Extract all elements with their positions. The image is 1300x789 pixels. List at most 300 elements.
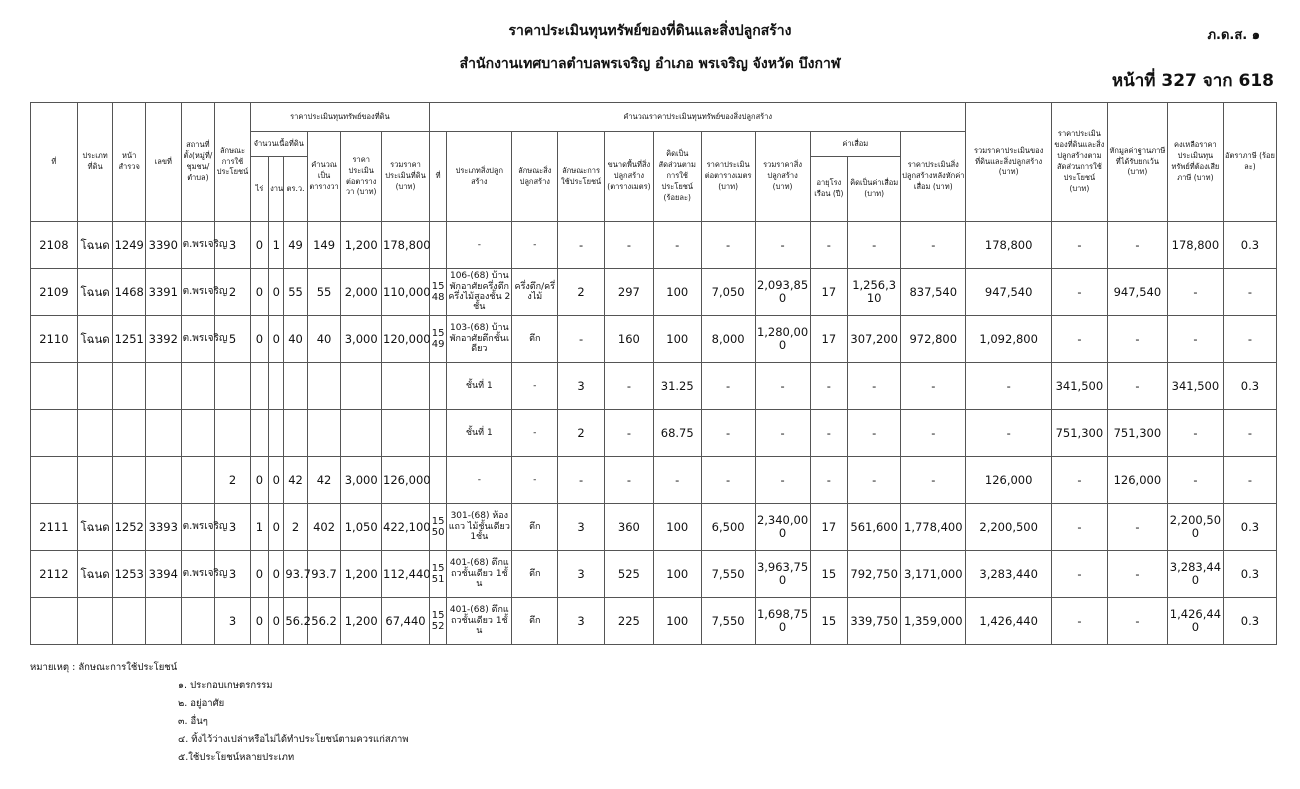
table-cell: 0 [269,269,284,316]
table-cell [284,363,307,410]
table-cell: 3 [558,504,605,551]
table-cell: 297 [604,269,653,316]
table-cell: 3390 [145,222,181,269]
col-proportional: ราคาประเมินของที่ดินและสิ่งปลูกสร้างตามสัดส่วนการใช้ประโยชน์ (บาท) [1051,103,1107,222]
table-cell [113,457,146,504]
table-cell: 6,500 [701,504,755,551]
table-cell [269,410,284,457]
table-cell: - [1107,363,1167,410]
table-cell: 178,800 [1167,222,1223,269]
table-cell: 1 [269,222,284,269]
col-depreciation: คิดเป็นค่าเสื่อม (บาท) [848,157,901,222]
table-cell [215,363,251,410]
table-cell: 160 [604,316,653,363]
table-cell [382,410,430,457]
table-cell [429,363,446,410]
table-cell: โฉนด [77,222,113,269]
table-cell: ต.พรเจริญ [181,504,215,551]
table-cell [181,457,215,504]
table-cell: 3 [558,363,605,410]
table-cell: 0 [269,457,284,504]
col-land-total: รวมราคาประเมินที่ดิน (บาท) [382,132,430,222]
table-cell: 0 [269,551,284,598]
table-cell: 972,800 [901,316,966,363]
table-cell: 1,200 [341,551,382,598]
group-area: จำนวนเนื้อที่ดิน [250,132,307,157]
table-cell: 2111 [31,504,78,551]
table-cell: - [1223,457,1276,504]
table-cell [77,363,113,410]
col-building-usage: ลักษณะการใช้ประโยชน์ [558,132,605,222]
table-cell: 2110 [31,316,78,363]
table-cell [307,410,341,457]
table-cell: ตึก [512,316,558,363]
table-cell: - [1051,457,1107,504]
col-building-net: ราคาประเมินสิ่งปลูกสร้างหลังหักค่าเสื่อม (บาท) [901,132,966,222]
table-cell: - [848,410,901,457]
table-cell: - [966,410,1051,457]
table-cell [341,363,382,410]
table-cell: 2 [558,410,605,457]
table-cell: 126,000 [382,457,430,504]
note-item: ๕.ใช้ประโยชน์หลายประเภท [178,752,295,763]
table-cell [382,363,430,410]
table-cell: 3,963,750 [755,551,810,598]
table-cell: 103-(68) บ้านพักอาศัยตึกชั้นเดียว [447,316,512,363]
table-body [31,222,1277,645]
table-cell: 3 [558,598,605,645]
table-cell: 3393 [145,504,181,551]
table-cell: 55 [284,269,307,316]
table-cell: - [512,222,558,269]
col-building-price-sqm: ราคาประเมินต่อตารางเมตร (บาท) [701,132,755,222]
table-cell [307,363,341,410]
table-cell: 947,540 [1107,269,1167,316]
table-cell: ตึก [512,598,558,645]
table-cell: ต.พรเจริญ [181,222,215,269]
table-cell: - [901,363,966,410]
table-cell: ต.พรเจริญ [181,551,215,598]
table-cell: - [512,410,558,457]
table-cell: โฉนด [77,316,113,363]
col-building-type: ประเภทสิ่งปลูกสร้าง [447,132,512,222]
table-cell: 947,540 [966,269,1051,316]
table-cell: 1,698,750 [755,598,810,645]
table-cell [31,410,78,457]
col-ngan: งาน [269,157,284,222]
table-cell: 1,359,000 [901,598,966,645]
table-cell: 2112 [31,551,78,598]
table-cell [429,457,446,504]
table-cell: 3 [215,222,251,269]
table-cell: 3391 [145,269,181,316]
table-cell: 402 [307,504,341,551]
table-cell: 2,340,000 [755,504,810,551]
table-cell [113,363,146,410]
table-cell: - [653,222,701,269]
table-cell: 17 [810,316,848,363]
table-cell: 3 [215,598,251,645]
table-cell: 2 [558,269,605,316]
table-cell: 341,500 [1051,363,1107,410]
table-cell [77,598,113,645]
table-cell: 1,092,800 [966,316,1051,363]
table-cell: 3392 [145,316,181,363]
table-cell: - [701,457,755,504]
table-cell: 1253 [113,551,146,598]
table-cell: 0 [269,598,284,645]
table-row [31,363,1277,410]
col-no: ที่ [31,103,78,222]
table-cell: ตึก [512,504,558,551]
table-cell: 3,171,000 [901,551,966,598]
table-cell: ตึก [512,551,558,598]
table-cell: - [1051,598,1107,645]
col-price-per-wa: ราคาประเมินต่อตารางวา (บาท) [341,132,382,222]
table-cell [77,457,113,504]
col-tax-rate: อัตราภาษี (ร้อยละ) [1223,103,1276,222]
table-cell: 100 [653,598,701,645]
table-cell: ครึ่งตึก/ครึ่งไม้ [512,269,558,316]
col-total: รวมราคาประเมินของที่ดินและสิ่งปลูกสร้าง (บาท) [966,103,1051,222]
table-cell: - [810,457,848,504]
table-cell: - [1167,410,1223,457]
table-cell: 1 [250,504,268,551]
table-cell: ต.พรเจริญ [181,316,215,363]
table-cell: 67,440 [382,598,430,645]
table-cell: 42 [307,457,341,504]
col-building-style: ลักษณะสิ่งปลูกสร้าง [512,132,558,222]
table-cell: - [1223,316,1276,363]
col-survey-page: หน้าสำรวจ [113,103,146,222]
table-cell [31,457,78,504]
table-cell: 2 [215,269,251,316]
table-cell: 49 [284,222,307,269]
table-cell: 5 [215,316,251,363]
table-row [31,269,1277,316]
table-cell: - [1107,551,1167,598]
note-item: ๑. ประกอบเกษตรกรรม [178,680,273,691]
table-cell: - [810,410,848,457]
table-cell: - [1223,410,1276,457]
table-cell: โฉนด [77,269,113,316]
table-cell: - [966,363,1051,410]
table-cell: - [848,363,901,410]
col-age: อายุโรงเรือน (ปี) [810,157,848,222]
table-cell: - [653,457,701,504]
table-cell: 1552 [429,598,446,645]
table-cell: - [1051,504,1107,551]
table-cell: - [848,457,901,504]
table-cell: 0.3 [1223,363,1276,410]
table-cell: - [755,410,810,457]
table-cell [145,598,181,645]
table-cell: 1,778,400 [901,504,966,551]
table-cell [341,410,382,457]
table-cell: 1,200 [341,222,382,269]
col-remaining: คงเหลือราคาประเมินทุนทรัพย์ที่ต้องเสียภาษี (บาท) [1167,103,1223,222]
table-cell: 0.3 [1223,551,1276,598]
table-cell: - [1051,551,1107,598]
table-cell: 401-(68) ตึกแถวชั้นเดียว 1ชั้น [447,598,512,645]
table-cell: - [701,410,755,457]
col-number: เลขที่ [145,103,181,222]
table-cell: 100 [653,316,701,363]
table-cell: 0 [250,457,268,504]
col-building-area: ขนาดพื้นที่สิ่งปลูกสร้าง (ตารางเมตร) [604,132,653,222]
table-cell: - [1107,316,1167,363]
table-cell [145,410,181,457]
page-number: หน้าที่ 327 จาก 618 [1111,71,1274,91]
table-cell: 0 [250,269,268,316]
table-cell: 1548 [429,269,446,316]
table-cell: - [604,222,653,269]
table-cell: 17 [810,504,848,551]
table-cell: 2 [215,457,251,504]
table-cell: 1551 [429,551,446,598]
table-row [31,316,1277,363]
table-cell: - [701,363,755,410]
table-cell: 56.2 [284,598,307,645]
table-cell: 110,000 [382,269,430,316]
table-cell [31,363,78,410]
table-cell: - [701,222,755,269]
table-cell: 3 [215,551,251,598]
footnotes [30,659,409,767]
table-cell: 0 [250,222,268,269]
table-cell: - [755,222,810,269]
table-cell: 40 [284,316,307,363]
notes-label: หมายเหตุ : ลักษณะการใช้ประโยชน์ [30,662,178,673]
table-cell: 31.25 [653,363,701,410]
table-cell: 8,000 [701,316,755,363]
col-rai: ไร่ [250,157,268,222]
table-cell: 2,200,500 [1167,504,1223,551]
table-cell [215,410,251,457]
table-row [31,504,1277,551]
table-cell: 2108 [31,222,78,269]
table-cell: 1,050 [341,504,382,551]
table-cell: - [810,363,848,410]
group-building-price: คำนวณราคาประเมินทุนทรัพย์ของสิ่งปลูกสร้าง [429,103,965,132]
table-cell: 56.2 [307,598,341,645]
table-cell: 1468 [113,269,146,316]
table-cell: 93.7 [307,551,341,598]
col-building-no: ที่ [429,132,446,222]
table-row [31,410,1277,457]
table-cell: - [512,457,558,504]
table-cell: - [755,457,810,504]
table-cell: 307,200 [848,316,901,363]
col-wa: ตร.ว. [284,157,307,222]
col-building-percent: คิดเป็นสัดส่วนตามการใช้ประโยชน์ (ร้อยละ) [653,132,701,222]
table-cell: 7,550 [701,598,755,645]
table-cell: 561,600 [848,504,901,551]
table-cell: - [901,410,966,457]
table-cell: 3 [558,551,605,598]
table-cell: 0 [250,316,268,363]
table-cell: โฉนด [77,504,113,551]
table-cell: 3 [215,504,251,551]
table-cell [269,363,284,410]
table-cell [284,410,307,457]
table-cell: 3394 [145,551,181,598]
col-land-type: ประเภทที่ดิน [77,103,113,222]
table-cell: - [755,363,810,410]
table-cell: 2 [284,504,307,551]
table-cell: 792,750 [848,551,901,598]
table-cell: 100 [653,551,701,598]
table-cell: 120,000 [382,316,430,363]
table-cell: 1549 [429,316,446,363]
table-cell: 0.3 [1223,222,1276,269]
table-cell: - [604,457,653,504]
col-calc-wa: คำนวณเป็นตารางวา [307,132,341,222]
group-depreciation: ค่าเสื่อม [810,132,901,157]
table-cell: - [558,457,605,504]
table-cell: 341,500 [1167,363,1223,410]
table-cell: - [558,222,605,269]
table-cell: - [1107,598,1167,645]
assessment-table [30,102,1277,645]
form-code: ภ.ด.ส. ๑ [1207,28,1260,43]
table-cell [31,598,78,645]
table-cell: 2,200,500 [966,504,1051,551]
table-cell: 1,280,000 [755,316,810,363]
table-cell: ชั้นที่ 1 [447,410,512,457]
table-cell [77,410,113,457]
table-cell: 178,800 [966,222,1051,269]
table-cell: 2,000 [341,269,382,316]
table-cell: 126,000 [1107,457,1167,504]
table-cell: 525 [604,551,653,598]
table-cell [113,410,146,457]
table-cell: 42 [284,457,307,504]
document-title: ราคาประเมินทุนทรัพย์ของที่ดินและสิ่งปลูกสร้าง [508,23,792,39]
table-cell: ต.พรเจริญ [181,269,215,316]
document-subtitle: สำนักงานเทศบาลตำบลพรเจริญ อำเภอ พรเจริญ จังหวัด บึงกาฬ [459,56,841,72]
table-cell: - [1051,269,1107,316]
table-cell: 1,200 [341,598,382,645]
table-cell [145,457,181,504]
table-cell [145,363,181,410]
table-cell: - [512,363,558,410]
table-cell: 751,300 [1051,410,1107,457]
table-cell: 360 [604,504,653,551]
table-cell: 40 [307,316,341,363]
table-cell: 2,093,850 [755,269,810,316]
note-item: ๓. อื่นๆ [178,716,208,727]
table-cell: - [901,222,966,269]
table-cell: 100 [653,504,701,551]
col-usage: ลักษณะการใช้ประโยชน์ [215,103,251,222]
table-cell: - [558,316,605,363]
table-cell: ชั้นที่ 1 [447,363,512,410]
table-cell: 55 [307,269,341,316]
table-cell: - [447,222,512,269]
table-cell: - [901,457,966,504]
table-cell: 15 [810,551,848,598]
col-exempt: หักมูลค่าฐานภาษีที่ได้รับยกเว้น (บาท) [1107,103,1167,222]
table-cell: 751,300 [1107,410,1167,457]
table-cell: - [1107,504,1167,551]
group-land-price: ราคาประเมินทุนทรัพย์ของที่ดิน [250,103,429,132]
table-row [31,551,1277,598]
table-cell: 3,283,440 [966,551,1051,598]
table-cell: 3,000 [341,316,382,363]
table-cell: 1252 [113,504,146,551]
table-cell [181,598,215,645]
table-cell: 17 [810,269,848,316]
table-cell: - [1051,316,1107,363]
table-cell: 3,000 [341,457,382,504]
table-cell: 422,100 [382,504,430,551]
table-cell: 0.3 [1223,598,1276,645]
table-cell: 1249 [113,222,146,269]
table-cell: - [1167,269,1223,316]
table-cell: 0.3 [1223,504,1276,551]
table-cell: 7,050 [701,269,755,316]
col-location: สถานที่ตั้ง(หมู่ที่/ชุมชน/ตำบล) [181,103,215,222]
table-row [31,457,1277,504]
table-cell: 1550 [429,504,446,551]
table-cell: 7,550 [701,551,755,598]
table-cell: 1,426,440 [1167,598,1223,645]
table-cell [250,363,268,410]
table-cell: 68.75 [653,410,701,457]
table-cell: 3,283,440 [1167,551,1223,598]
table-cell: 0 [250,598,268,645]
table-cell: - [604,363,653,410]
col-building-total: รวมราคาสิ่งปลูกสร้าง (บาท) [755,132,810,222]
table-cell: 2109 [31,269,78,316]
table-cell: 106-(68) บ้านพักอาศัยครึ่งตึกครึ่งไม้สองชั้น 2ชั้น [447,269,512,316]
table-cell: 1,256,310 [848,269,901,316]
table-cell [113,598,146,645]
table-cell [250,410,268,457]
table-cell: 149 [307,222,341,269]
table-cell: 15 [810,598,848,645]
table-cell: - [1167,457,1223,504]
table-cell: 100 [653,269,701,316]
table-cell: 339,750 [848,598,901,645]
note-item: ๔. ทิ้งไว้ว่างเปล่าหรือไม่ได้ทำประโยชน์ตามควรแก่สภาพ [178,734,409,745]
table-cell: - [1223,269,1276,316]
table-cell: 225 [604,598,653,645]
table-cell [429,410,446,457]
note-item: ๒. อยู่อาศัย [178,698,225,709]
table-cell [181,363,215,410]
table-cell: - [1167,316,1223,363]
table-cell: 178,800 [382,222,430,269]
table-row [31,222,1277,269]
table-cell: 1,426,440 [966,598,1051,645]
table-cell: 301-(68) ห้องแถว ไม้ชั้นเดียว 1ชั้น [447,504,512,551]
table-cell: - [604,410,653,457]
table-cell: 0 [269,316,284,363]
table-cell: 93.7 [284,551,307,598]
table-cell: 0 [269,504,284,551]
table-cell: - [447,457,512,504]
table-cell: 401-(68) ตึกแถวชั้นเดียว 1ชั้น [447,551,512,598]
table-cell: - [1107,222,1167,269]
table-cell: - [810,222,848,269]
table-cell: โฉนด [77,551,113,598]
table-cell: 1251 [113,316,146,363]
table-cell: 0 [250,551,268,598]
table-row [31,598,1277,645]
table-cell: 837,540 [901,269,966,316]
